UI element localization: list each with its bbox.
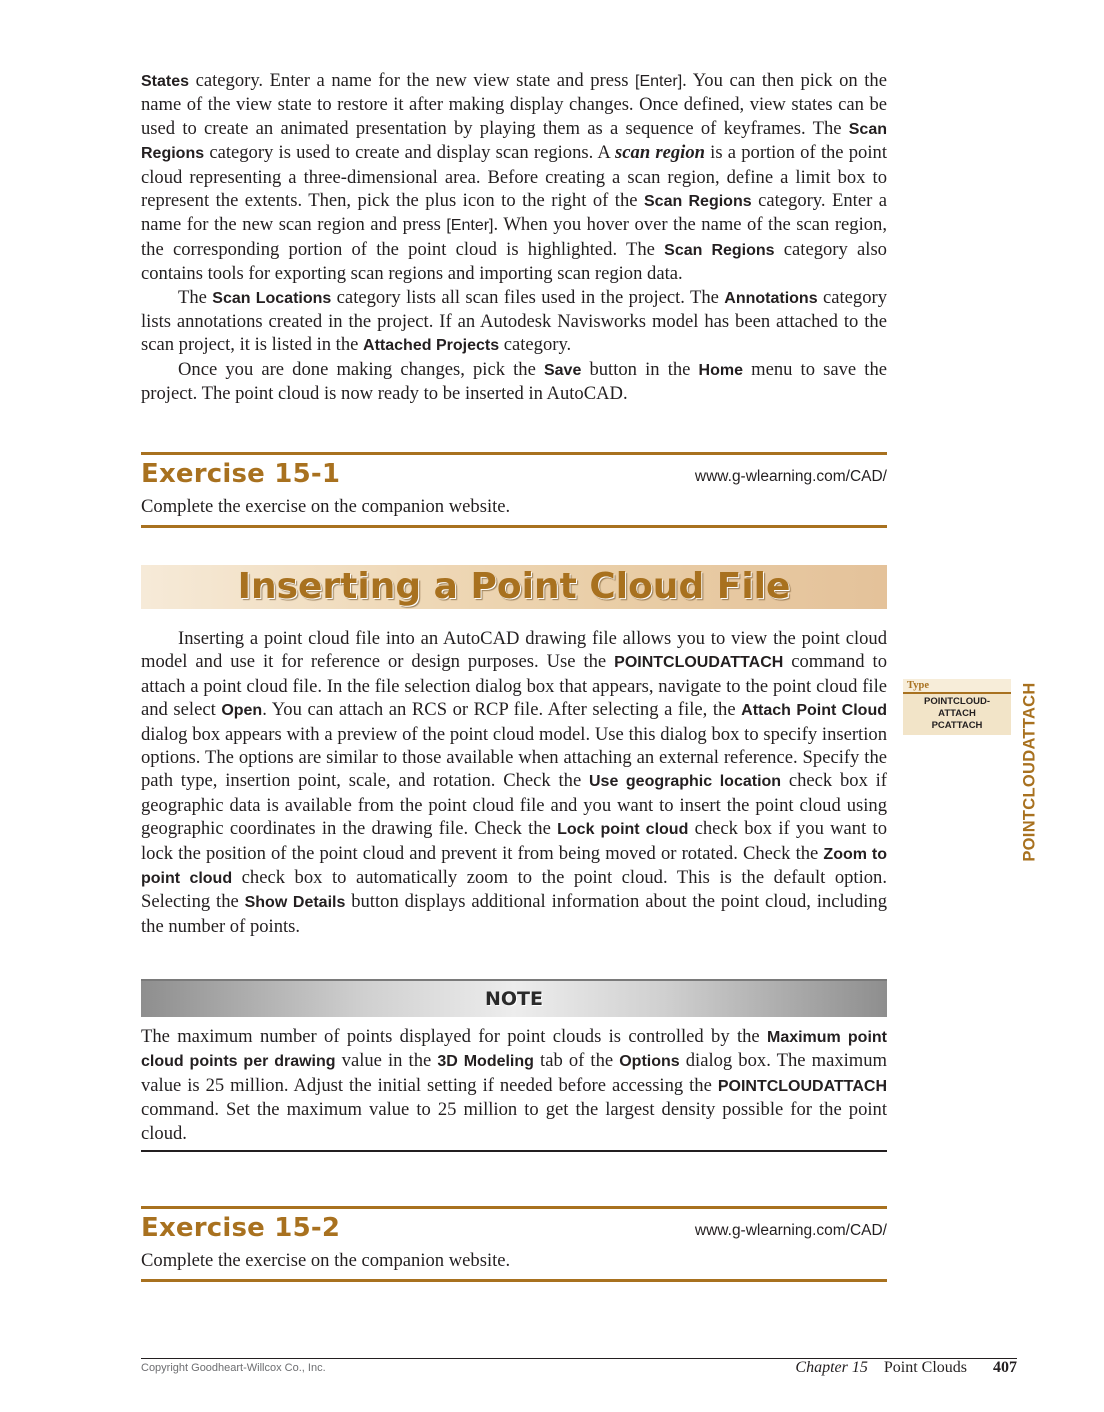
section-text bbox=[141, 627, 887, 938]
intro-paragraph-1: States category. Enter a name for the new view state and press [Enter]. You can then pick on the name of the view state to restore it after making display changes. Once defined, view states can be used to create an animated presentation by playing them as a sequence of keyframes. The Scan Regions category is used to create and display scan regions. A scan region is a portion of the point cloud representing a three-dimensional area. Before creating a scan region, define a limit box to represent the extents. Then, pick the plus icon to the right of the Scan Regions category. Enter a name for the new scan region and press [Enter]. When you hover over the name of the scan region, the corresponding portion of the point cloud is highlighted. The Scan Regions category also contains tools for exporting scan regions and importing scan region data. bbox=[141, 70, 887, 285]
exercise-2-url-link[interactable]: www.g-wlearning.com/CAD/ bbox=[694, 1222, 887, 1239]
section-title: Inserting a Point Cloud File bbox=[237, 566, 791, 607]
type-label: Type bbox=[903, 679, 1011, 694]
intro-paragraph-2: The Scan Locations category lists all scan files used in the project. The Annotations category lists annotations created in the project. If an Autodesk Navisworks model has been attached to the scan project, it is listed in the Attached Projects category. bbox=[141, 286, 888, 356]
vertical-command-label bbox=[1018, 677, 1042, 867]
type-commands bbox=[903, 694, 1011, 735]
exercise-2-top-rule bbox=[141, 1206, 887, 1209]
note-bottom-rule bbox=[141, 1150, 887, 1152]
vertical-command-text: POINTCLOUDATTACH bbox=[1020, 682, 1039, 862]
exercise-1-text: Complete the exercise on the companion website. bbox=[141, 496, 511, 517]
exercise-2-title: Exercise 15-2 bbox=[141, 1213, 341, 1243]
note-paragraph: The maximum number of points displayed for point clouds is controlled by the Maximum point cloud points per drawing value in the 3D Modeling tab of the Options dialog box. The maximum value is 25 million. Adjust the initial setting if needed before accessing the POINTCLOUDATTACH command. Set the maximum value to 25 million to get the largest density possible for the point cloud. bbox=[141, 1026, 888, 1144]
type-command-1: POINTCLOUD- bbox=[924, 696, 990, 707]
running-footer bbox=[795, 1359, 1017, 1377]
exercise-1-bottom-rule bbox=[141, 525, 887, 528]
type-command-box bbox=[903, 679, 1011, 735]
type-command-2: ATTACH bbox=[938, 708, 976, 719]
exercise-2-text: Complete the exercise on the companion website. bbox=[141, 1250, 511, 1271]
section-heading-bar bbox=[141, 565, 887, 609]
note-body bbox=[141, 1025, 887, 1145]
exercise-1-top-rule bbox=[141, 452, 887, 455]
chapter-title: Point Clouds bbox=[883, 1359, 967, 1376]
section-paragraph-1: Inserting a point cloud file into an AutoCAD drawing file allows you to view the point cloud model and use it for reference or design purposes. Use the POINTCLOUDATTACH command to attach a point cloud file. In the file selection dialog box that appears, navigate to the point cloud file and select Open. You can attach an RCS or RCP file. After selecting a file, the Attach Point Cloud dialog box appears with a preview of the point cloud model. Use this dialog box to specify insertion options. The options are similar to those available when attaching an external reference. Specify the path type, insertion point, scale, and rotation. Check the Use geographic location check box if geographic data is available from the point cloud file and you want to insert the point cloud using geographic coordinates in the drawing file. Check the Lock point cloud check box if you want to lock the position of the point cloud and prevent it from being moved or rotated. Check the Zoom to point cloud check box to automatically zoom to the point cloud. This is the default option. Selecting the Show Details button displays additional information about the point cloud, including the number of points. bbox=[141, 628, 888, 937]
intro-paragraph-3: Once you are done making changes, pick the Save button in the Home menu to save the project. The point cloud is now ready to be inserted in AutoCAD. bbox=[141, 358, 887, 405]
copyright-text: Copyright Goodheart-Willcox Co., Inc. bbox=[141, 1362, 326, 1374]
intro-text bbox=[141, 69, 887, 406]
exercise-2-bottom-rule bbox=[141, 1279, 887, 1282]
note-title: NOTE bbox=[485, 988, 543, 1010]
chapter-label: Chapter 15 bbox=[795, 1359, 868, 1376]
exercise-1-url-link[interactable]: www.g-wlearning.com/CAD/ bbox=[694, 468, 887, 485]
page-number: 407 bbox=[993, 1359, 1017, 1376]
note-heading-bar bbox=[141, 981, 887, 1017]
exercise-1-title: Exercise 15-1 bbox=[141, 459, 341, 489]
type-command-3: PCATTACH bbox=[931, 720, 983, 731]
